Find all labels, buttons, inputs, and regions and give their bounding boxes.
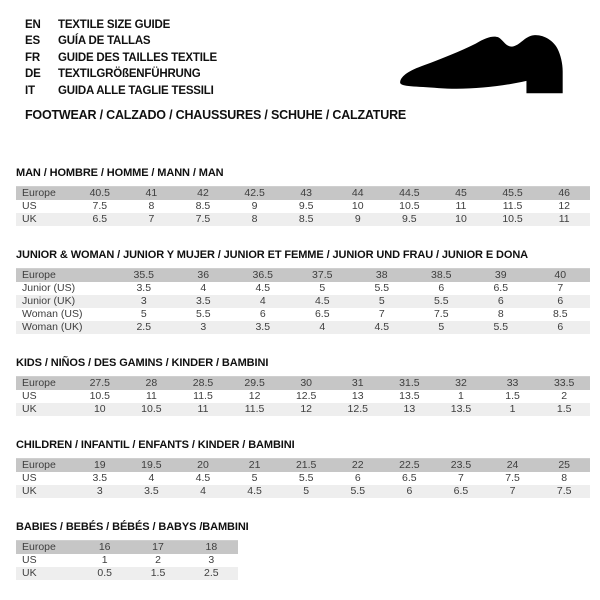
row-label: UK xyxy=(16,213,74,226)
size-section xyxy=(16,439,590,498)
size-cell: 6 xyxy=(354,472,361,485)
size-cell: 2 xyxy=(561,390,568,403)
size-cell: 33.5 xyxy=(538,377,590,391)
size-cell: 6.5 xyxy=(435,485,487,498)
size-cell: 22.5 xyxy=(384,459,436,473)
size-cell: 6 xyxy=(384,485,436,498)
size-cell: 40 xyxy=(531,269,591,283)
size-cell: 10 xyxy=(74,403,126,416)
size-cell: 38.5 xyxy=(412,269,472,283)
size-cell: 42 xyxy=(177,187,229,201)
size-cell: 1 xyxy=(458,390,464,403)
size-cell: 5 xyxy=(280,485,332,498)
language-code: IT xyxy=(25,84,35,97)
size-cell: 8 xyxy=(229,213,281,226)
size-cell: 7 xyxy=(557,282,564,295)
size-section xyxy=(16,357,590,416)
size-cell: 10.5 xyxy=(126,403,178,416)
size-cell: 28.5 xyxy=(177,377,229,391)
size-cell: 4.5 xyxy=(352,321,412,334)
size-cell: 28 xyxy=(126,377,178,391)
size-cell: 3.5 xyxy=(136,282,152,295)
size-cell: 42.5 xyxy=(229,187,281,201)
size-cell: 4.5 xyxy=(229,485,281,498)
size-cell: 5.5 xyxy=(332,485,384,498)
size-cell: 24 xyxy=(487,459,539,473)
row-label: US xyxy=(22,200,37,213)
size-cell: 6.5 xyxy=(74,213,126,226)
size-cell: 4 xyxy=(233,295,293,308)
language-title: TEXTILGRÖßENFÜHRUNG xyxy=(58,68,201,81)
size-cell: 27.5 xyxy=(74,377,126,391)
language-title: GUIDE DES TAILLES TEXTILE xyxy=(58,51,217,64)
language-row xyxy=(25,17,600,33)
size-cell: 31.5 xyxy=(384,377,436,391)
size-cell: 11.5 xyxy=(193,390,213,403)
size-cell: 19.5 xyxy=(126,459,178,473)
table-row xyxy=(16,541,238,555)
table-row xyxy=(16,200,590,213)
size-cell: 7.5 xyxy=(505,472,520,485)
size-cell: 10 xyxy=(351,200,364,213)
size-cell: 12 xyxy=(558,200,571,213)
size-cell: 1.5 xyxy=(505,390,520,403)
table-row xyxy=(16,213,590,226)
size-cell: 10 xyxy=(435,213,487,226)
size-cell: 7 xyxy=(487,485,539,498)
size-section xyxy=(16,249,590,334)
size-cell: 22 xyxy=(332,459,384,473)
size-cell: 3 xyxy=(74,485,126,498)
size-cell: 5 xyxy=(412,321,472,334)
size-cell: 4.5 xyxy=(293,295,353,308)
language-title: GUIDA ALLE TAGLIE TESSILI xyxy=(58,84,214,97)
size-cell: 5.5 xyxy=(412,295,472,308)
size-cell: 13 xyxy=(351,390,364,403)
size-cell: 5.5 xyxy=(374,282,390,295)
table-row xyxy=(16,554,238,567)
size-cell: 2.5 xyxy=(185,567,238,580)
size-cell: 25 xyxy=(538,459,590,473)
size-cell: 21 xyxy=(229,459,281,473)
row-label: US xyxy=(22,472,37,485)
size-cell: 4 xyxy=(200,282,207,295)
size-table xyxy=(16,540,238,580)
size-cell: 2 xyxy=(155,554,161,567)
language-title: GUÍA DE TALLAS xyxy=(58,35,151,48)
size-cell: 4.5 xyxy=(195,472,211,485)
table-row xyxy=(16,459,590,473)
size-cell: 5.5 xyxy=(298,472,314,485)
size-cell: 3.5 xyxy=(126,485,178,498)
size-cell: 40.5 xyxy=(74,187,126,201)
table-row xyxy=(16,567,238,580)
size-cell: 31 xyxy=(332,377,384,391)
section-title: CHILDREN / INFANTIL / ENFANTS / KINDER / BAMBINI xyxy=(16,439,295,452)
size-cell: 12.5 xyxy=(295,390,317,403)
row-label: Europe xyxy=(16,377,74,391)
size-cell: 46 xyxy=(538,187,590,201)
size-cell: 1 xyxy=(487,403,539,416)
size-cell: 13 xyxy=(384,403,436,416)
size-cell: 2.5 xyxy=(114,321,174,334)
size-table xyxy=(16,458,590,498)
row-label: Europe xyxy=(16,541,78,555)
size-cell: 21.5 xyxy=(280,459,332,473)
row-label: Europe xyxy=(16,269,114,283)
table-row xyxy=(16,269,590,283)
size-cell: 20 xyxy=(177,459,229,473)
row-label: UK xyxy=(16,403,74,416)
language-code: ES xyxy=(25,35,40,48)
table-row xyxy=(16,187,590,201)
size-cell: 10.5 xyxy=(399,200,420,213)
size-cell: 8 xyxy=(148,200,155,213)
size-cell: 3 xyxy=(174,321,234,334)
language-code: DE xyxy=(25,68,41,81)
size-cell: 6 xyxy=(531,321,591,334)
size-cell: 1 xyxy=(101,554,108,567)
size-cell: 5 xyxy=(140,308,147,321)
size-cell: 11 xyxy=(455,200,467,213)
size-cell: 3.5 xyxy=(233,321,293,334)
table-row xyxy=(16,390,590,403)
size-cell: 23.5 xyxy=(435,459,487,473)
size-cell: 6.5 xyxy=(314,308,330,321)
size-cell: 7.5 xyxy=(92,200,108,213)
size-cell: 9.5 xyxy=(384,213,436,226)
size-section xyxy=(16,521,590,580)
row-label: Europe xyxy=(16,187,74,201)
size-cell: 9 xyxy=(332,213,384,226)
size-cell: 17 xyxy=(131,541,184,555)
size-cell: 8.5 xyxy=(552,308,568,321)
table-row xyxy=(16,295,590,308)
size-cell: 1.5 xyxy=(131,567,184,580)
row-label: UK xyxy=(16,485,74,498)
size-cell: 7.5 xyxy=(538,485,590,498)
size-cell: 12 xyxy=(248,390,261,403)
dress-shoe-icon xyxy=(396,33,572,109)
table-row xyxy=(16,308,590,321)
section-title: JUNIOR & WOMAN / JUNIOR Y MUJER / JUNIOR ET FEMME / JUNIOR UND FRAU / JUNIOR E DONA xyxy=(16,249,529,262)
size-cell: 11.5 xyxy=(502,200,523,213)
table-row xyxy=(16,485,590,498)
size-cell: 0.5 xyxy=(78,567,131,580)
row-label: Woman (UK) xyxy=(16,321,114,334)
size-cell: 37.5 xyxy=(293,269,353,283)
row-label: Junior (US) xyxy=(22,282,76,295)
size-cell: 6.5 xyxy=(402,472,417,485)
size-cell: 3 xyxy=(114,295,174,308)
size-cell: 5 xyxy=(251,472,258,485)
size-cell: 4.5 xyxy=(255,282,271,295)
size-cell: 39 xyxy=(471,269,531,283)
size-cell: 11 xyxy=(177,403,229,416)
size-cell: 8 xyxy=(497,308,504,321)
size-cell: 32 xyxy=(435,377,487,391)
size-cell: 6 xyxy=(259,308,266,321)
size-cell: 30 xyxy=(280,377,332,391)
size-cell: 12.5 xyxy=(332,403,384,416)
size-cell: 8.5 xyxy=(195,200,211,213)
table-row xyxy=(16,282,590,295)
section-title: BABIES / BEBÉS / BÉBÉS / BABYS /BAMBINI xyxy=(16,521,249,534)
size-cell: 4 xyxy=(148,472,155,485)
size-cell: 8 xyxy=(561,472,568,485)
size-section xyxy=(16,167,590,226)
row-label: UK xyxy=(16,567,78,580)
size-cell: 11 xyxy=(145,390,157,403)
size-cell: 6.5 xyxy=(493,282,509,295)
size-cell: 18 xyxy=(185,541,238,555)
table-row xyxy=(16,377,590,391)
table-row xyxy=(16,403,590,416)
size-cell: 29.5 xyxy=(229,377,281,391)
size-cell: 5.5 xyxy=(195,308,211,321)
top-header xyxy=(0,0,600,99)
size-cell: 7 xyxy=(458,472,464,485)
size-cell: 5.5 xyxy=(471,321,531,334)
row-label: Junior (UK) xyxy=(16,295,114,308)
language-title: TEXTILE SIZE GUIDE xyxy=(58,19,171,31)
size-cell: 7.5 xyxy=(433,308,449,321)
size-cell: 19 xyxy=(74,459,126,473)
size-cell: 3.5 xyxy=(174,295,234,308)
table-row xyxy=(16,472,590,485)
table-row xyxy=(16,321,590,334)
size-table xyxy=(16,376,590,416)
size-cell: 41 xyxy=(126,187,178,201)
size-cell: 11.5 xyxy=(229,403,281,416)
size-cell: 11 xyxy=(538,213,590,226)
size-cell: 10.5 xyxy=(487,213,539,226)
row-label: US xyxy=(22,554,37,567)
size-table xyxy=(16,268,590,334)
size-cell: 3 xyxy=(208,554,215,567)
row-label: Europe xyxy=(16,459,74,473)
row-label: Woman (US) xyxy=(22,308,83,321)
size-cell: 6 xyxy=(438,282,445,295)
size-cell: 12 xyxy=(280,403,332,416)
size-cell: 45 xyxy=(435,187,487,201)
size-cell: 5 xyxy=(319,282,326,295)
size-cell: 1.5 xyxy=(538,403,590,416)
size-cell: 36.5 xyxy=(233,269,293,283)
size-cell: 10.5 xyxy=(89,390,111,403)
size-cell: 6 xyxy=(471,295,531,308)
size-cell: 4 xyxy=(293,321,353,334)
size-cell: 43 xyxy=(280,187,332,201)
size-cell: 16 xyxy=(78,541,131,555)
section-title: KIDS / NIÑOS / DES GAMINS / KINDER / BAMBINI xyxy=(16,357,269,370)
size-table xyxy=(16,186,590,226)
section-title: MAN / HOMBRE / HOMME / MANN / MAN xyxy=(16,167,224,180)
size-cell: 45.5 xyxy=(487,187,539,201)
size-cell: 44.5 xyxy=(384,187,436,201)
size-cell: 5 xyxy=(352,295,412,308)
size-cell: 44 xyxy=(332,187,384,201)
size-cell: 7 xyxy=(378,308,385,321)
size-cell: 9 xyxy=(251,200,258,213)
size-cell: 9.5 xyxy=(298,200,314,213)
size-cell: 7 xyxy=(126,213,178,226)
category-header: FOOTWEAR / CALZADO / CHAUSSURES / SCHUHE / CALZATURE xyxy=(25,108,407,123)
language-code: FR xyxy=(25,51,40,64)
size-tables xyxy=(16,167,590,580)
shoe-icon xyxy=(396,33,572,109)
size-cell: 4 xyxy=(177,485,229,498)
size-cell: 13.5 xyxy=(435,403,487,416)
size-cell: 3.5 xyxy=(92,472,108,485)
size-cell: 13.5 xyxy=(399,390,420,403)
size-cell: 8.5 xyxy=(280,213,332,226)
language-code: EN xyxy=(25,19,41,31)
size-cell: 38 xyxy=(352,269,412,283)
size-cell: 6 xyxy=(531,295,591,308)
row-label: US xyxy=(22,390,37,403)
size-cell: 33 xyxy=(487,377,539,391)
size-cell: 7.5 xyxy=(177,213,229,226)
size-cell: 36 xyxy=(174,269,234,283)
size-cell: 35.5 xyxy=(114,269,174,283)
